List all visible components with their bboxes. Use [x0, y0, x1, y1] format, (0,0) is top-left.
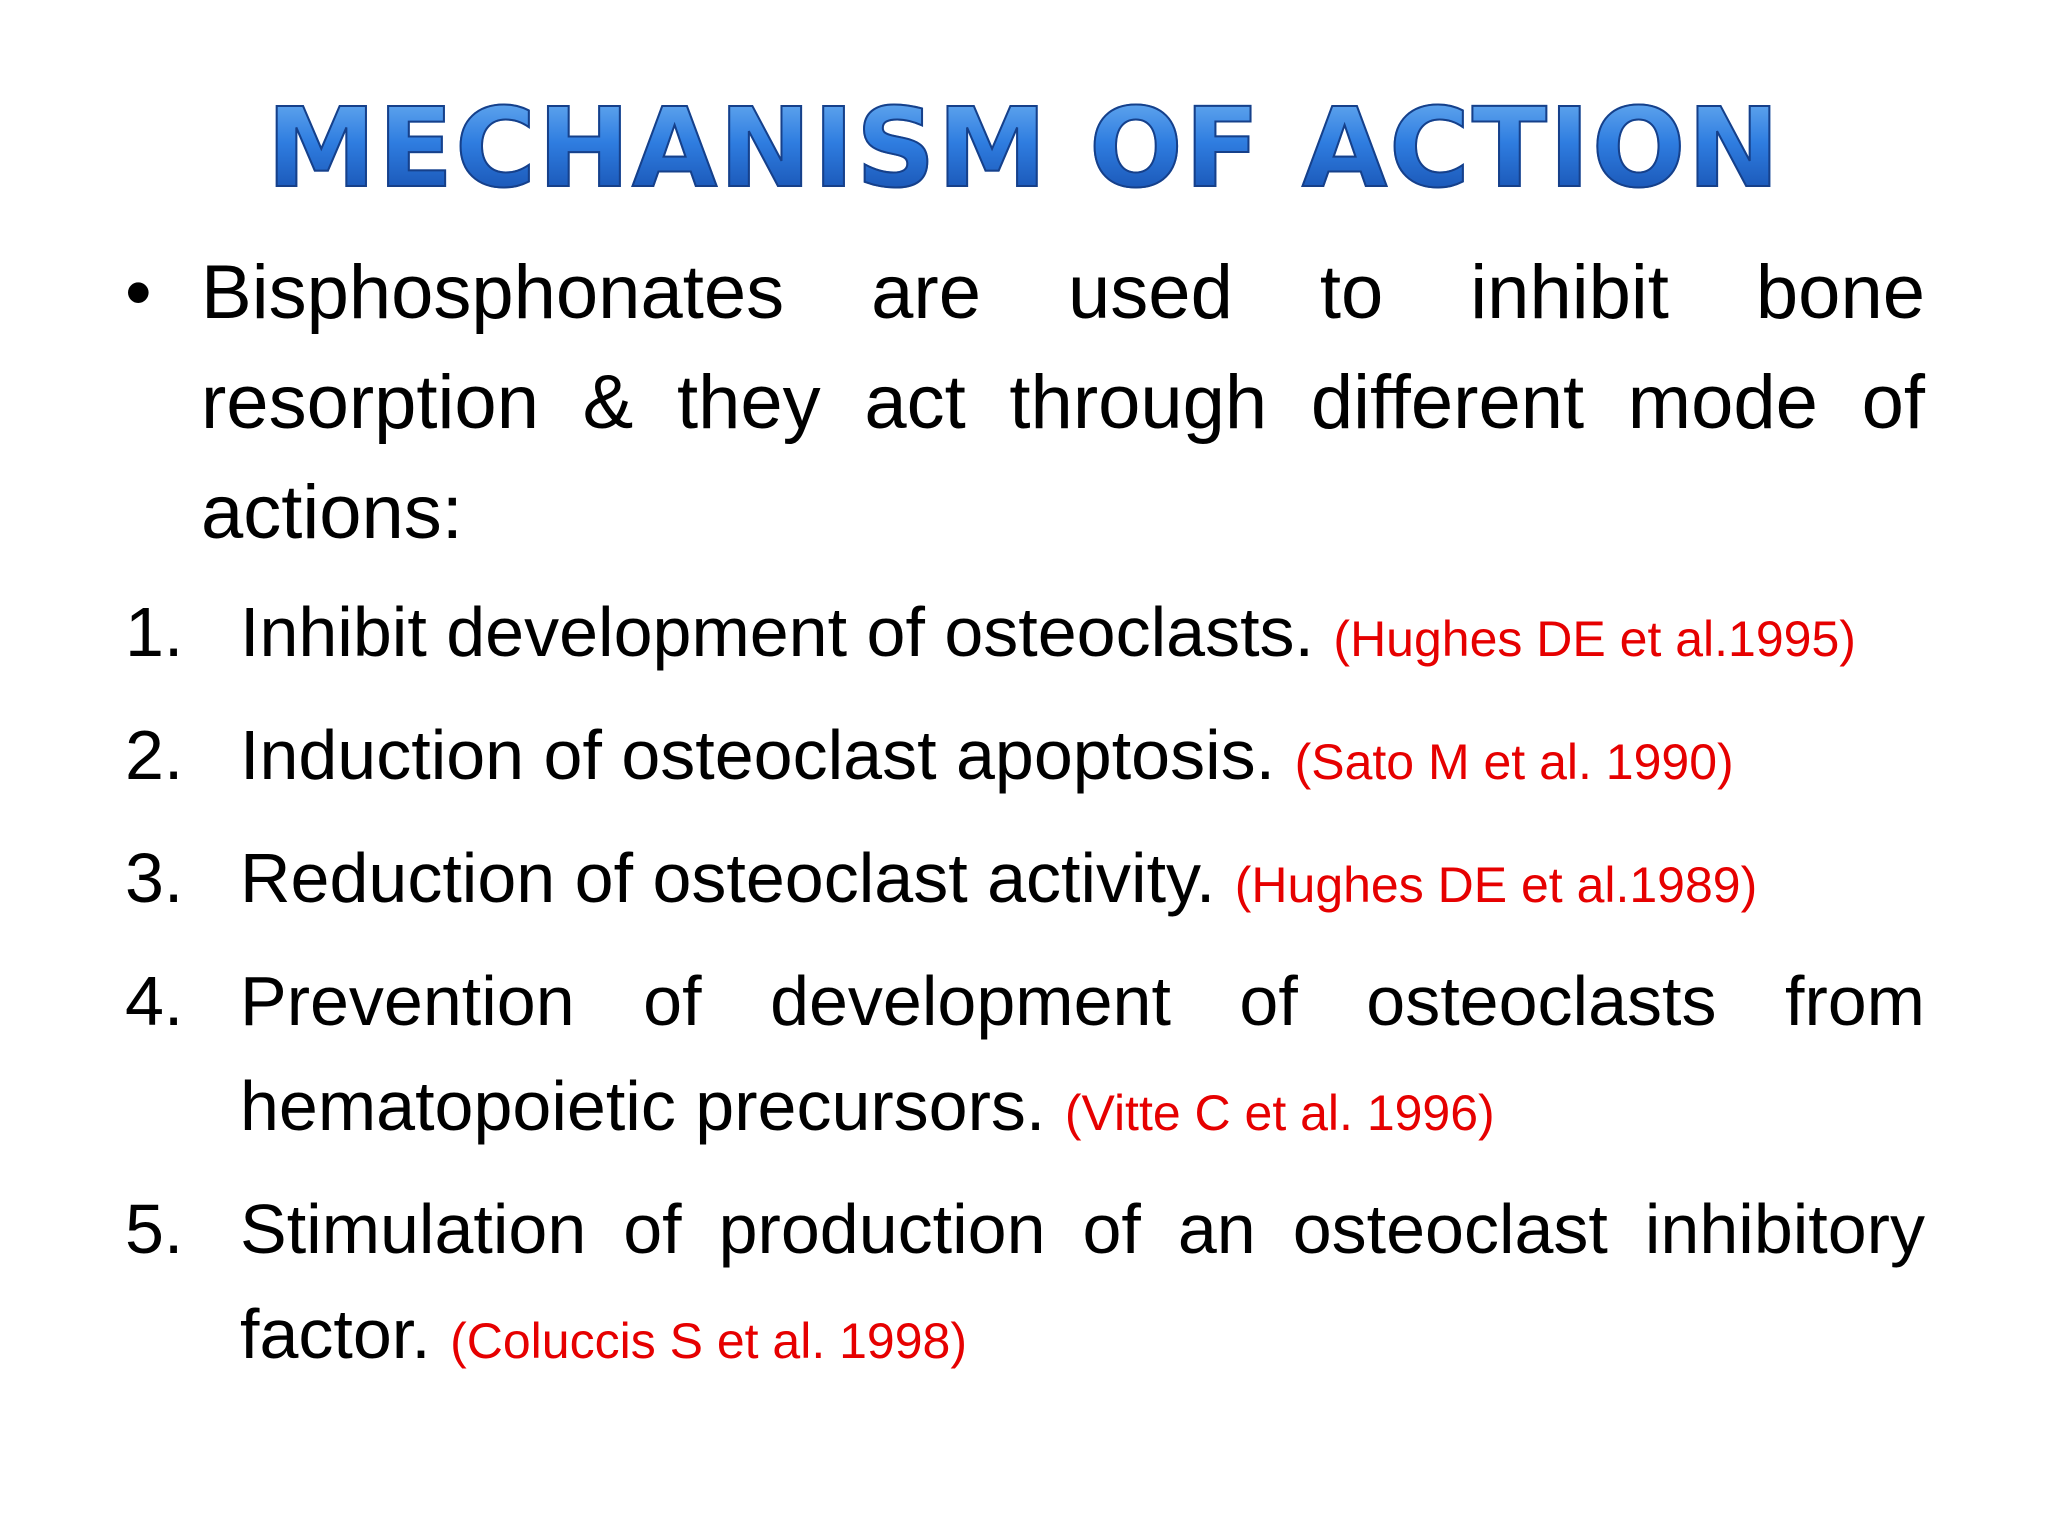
- list-item: [125, 1177, 1925, 1394]
- intro-paragraph: [125, 238, 1925, 568]
- item-number: 4.: [125, 962, 184, 1040]
- item-citation: (Vitte C et al. 1996): [1064, 1085, 1495, 1141]
- mechanism-list: [125, 580, 1925, 1405]
- bullet-icon: •: [125, 250, 152, 335]
- item-citation: (Coluccis S et al. 1998): [450, 1313, 968, 1369]
- item-citation: (Hughes DE et al.1989): [1234, 857, 1758, 913]
- list-item: [125, 826, 1925, 938]
- item-citation: (Hughes DE et al.1995): [1333, 611, 1856, 667]
- item-text: Reduction of osteoclast activity.: [240, 839, 1216, 917]
- item-number: 5.: [125, 1190, 184, 1268]
- list-item: [125, 949, 1925, 1166]
- item-text: Induction of osteoclast apoptosis.: [240, 716, 1276, 794]
- slide-title: MECHANISM OF ACTION: [266, 84, 1782, 212]
- item-text: Inhibit development of osteoclasts.: [240, 593, 1314, 671]
- item-number: 1.: [125, 593, 184, 671]
- list-item: [125, 703, 1925, 815]
- item-text: Stimulation of production of an osteoclast inhibitory factor.: [240, 1190, 1925, 1373]
- item-number: 3.: [125, 839, 184, 917]
- item-number: 2.: [125, 716, 184, 794]
- title-container: [0, 84, 2048, 212]
- item-citation: (Sato M et al. 1990): [1294, 734, 1734, 790]
- list-item: [125, 580, 1925, 692]
- intro-text: Bisphosphonates are used to inhibit bone resorption & they act through different mode of actions:: [201, 250, 1925, 555]
- item-text: Prevention of development of osteoclasts from hematopoietic precursors.: [240, 962, 1925, 1145]
